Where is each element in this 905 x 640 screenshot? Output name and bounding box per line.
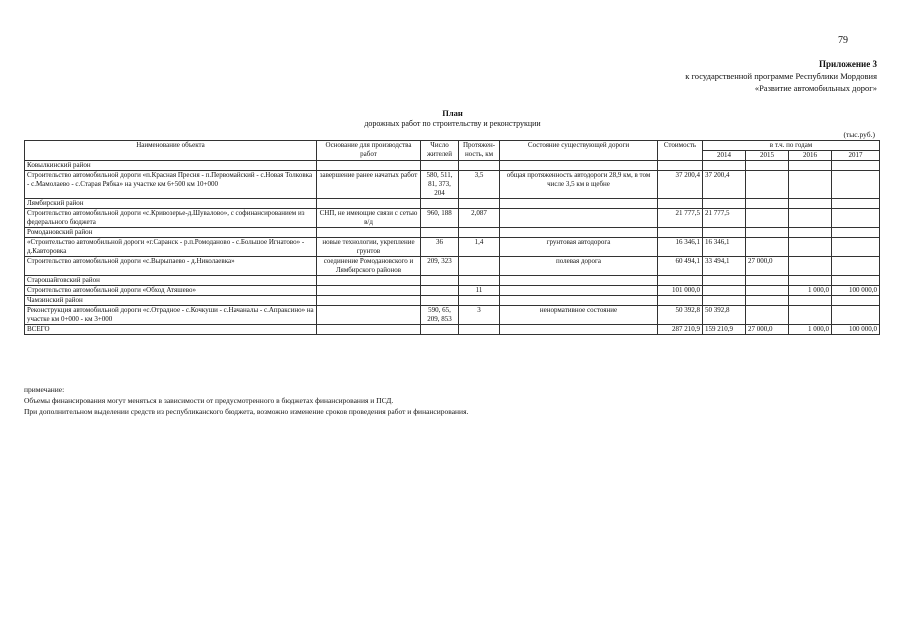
basis-cell — [317, 325, 421, 335]
basis-cell: новые технологии, укрепление грунтов — [317, 238, 421, 257]
road-state-cell — [500, 286, 658, 296]
notes-label: примечание: — [24, 385, 65, 394]
length-cell — [459, 257, 500, 276]
header-year-2015: 2015 — [746, 151, 789, 161]
residents-cell — [421, 325, 459, 335]
object-name-cell: Строительство автомобильной дороги «с.Кривозерье-д.Шувалово», с софинансированием из федерального бюджета — [25, 209, 317, 228]
year-2016-cell — [789, 171, 832, 199]
road-state-cell: грунтовая автодорога — [500, 238, 658, 257]
year-2016-cell — [789, 306, 832, 325]
year-2017-cell — [832, 257, 880, 276]
road-state-cell: ненормативное состояние — [500, 306, 658, 325]
empty-cell — [421, 199, 459, 209]
empty-cell — [421, 276, 459, 286]
table-row — [25, 238, 880, 257]
year-2016-cell — [789, 257, 832, 276]
year-2014-cell — [703, 286, 746, 296]
empty-cell — [703, 296, 746, 306]
road-state-cell: общая протяженность автодороги 28,9 км, в том числе 3,5 км в щебне — [500, 171, 658, 199]
table-row — [25, 209, 880, 228]
units-label: (тыс.руб.) — [843, 130, 875, 139]
notes-line-1: Объемы финансирования могут меняться в зависимости от предусмотренного в бюджетах финансирования и ПСД. — [24, 396, 394, 405]
empty-cell — [746, 276, 789, 286]
empty-cell — [459, 199, 500, 209]
region-row — [25, 161, 880, 171]
empty-cell — [500, 199, 658, 209]
year-2014-cell: 16 346,1 — [703, 238, 746, 257]
year-2017-cell — [832, 238, 880, 257]
residents-cell — [421, 286, 459, 296]
empty-cell — [500, 161, 658, 171]
cost-cell: 50 392,8 — [658, 306, 703, 325]
year-2015-cell — [746, 306, 789, 325]
empty-cell — [789, 199, 832, 209]
region-name: Чамзинский район — [25, 296, 317, 306]
notes-line-2: При дополнительном выделении средств из республиканского бюджета, возможно изменение сроков проведения работ и финансирования. — [24, 407, 469, 416]
region-name: Лямбирский район — [25, 199, 317, 209]
region-row — [25, 296, 880, 306]
table-row — [25, 257, 880, 276]
table-row — [25, 171, 880, 199]
table-body — [25, 161, 880, 335]
year-2015-cell — [746, 171, 789, 199]
year-2015-cell: 27 000,0 — [746, 257, 789, 276]
empty-cell — [746, 161, 789, 171]
empty-cell — [421, 296, 459, 306]
empty-cell — [703, 199, 746, 209]
empty-cell — [459, 161, 500, 171]
empty-cell — [658, 161, 703, 171]
basis-cell: завершение ранее начатых работ — [317, 171, 421, 199]
header-state: Состояние существующей дороги — [500, 141, 658, 161]
object-name-cell: Строительство автомобильной дороги «Обход Атяшево» — [25, 286, 317, 296]
year-2015-cell — [746, 286, 789, 296]
empty-cell — [832, 161, 880, 171]
residents-cell: 960, 188 — [421, 209, 459, 228]
header-by-years: в т.ч. по годам — [703, 141, 880, 151]
empty-cell — [658, 276, 703, 286]
road-works-table — [24, 140, 880, 335]
empty-cell — [317, 199, 421, 209]
year-2016-cell — [789, 209, 832, 228]
cost-cell: 60 494,1 — [658, 257, 703, 276]
year-2017-cell — [832, 306, 880, 325]
region-name: Старошайговский район — [25, 276, 317, 286]
table-row — [25, 306, 880, 325]
residents-cell: 36 — [421, 238, 459, 257]
cost-cell: 21 777,5 — [658, 209, 703, 228]
header-year-2016: 2016 — [789, 151, 832, 161]
year-2015-cell — [746, 238, 789, 257]
length-cell — [459, 325, 500, 335]
empty-cell — [789, 161, 832, 171]
empty-cell — [658, 199, 703, 209]
region-row — [25, 276, 880, 286]
empty-cell — [832, 228, 880, 238]
year-2016-cell: 1 000,0 — [789, 325, 832, 335]
empty-cell — [421, 228, 459, 238]
empty-cell — [658, 228, 703, 238]
empty-cell — [317, 228, 421, 238]
total-row — [25, 325, 880, 335]
header-basis: Основание для производства работ — [317, 141, 421, 161]
road-state-cell — [500, 209, 658, 228]
appendix-line-2: «Развитие автомобильных дорог» — [754, 83, 877, 93]
empty-cell — [746, 228, 789, 238]
region-name: Ромодановский район — [25, 228, 317, 238]
object-name-cell: Реконструкция автомобильной дороги «с.Отрадное - с.Кочкуши - с.Начаналы - с.Апраксино» на участке км 0+000 - км 3+000 — [25, 306, 317, 325]
empty-cell — [317, 161, 421, 171]
header-residents: Число жителей — [421, 141, 459, 161]
empty-cell — [500, 276, 658, 286]
year-2014-cell: 37 200,4 — [703, 171, 746, 199]
year-2016-cell: 1 000,0 — [789, 286, 832, 296]
cost-cell: 37 200,4 — [658, 171, 703, 199]
object-name-cell: «Строительство автомобильной дороги «г.Саранск - р.п.Ромоданово - с.Большое Игнатово» - д.Кавторовка — [25, 238, 317, 257]
cost-cell: 101 000,0 — [658, 286, 703, 296]
basis-cell — [317, 286, 421, 296]
year-2014-cell: 159 210,9 — [703, 325, 746, 335]
residents-cell: 590, 65, 209, 853 — [421, 306, 459, 325]
length-cell: 2,087 — [459, 209, 500, 228]
region-row — [25, 199, 880, 209]
empty-cell — [317, 276, 421, 286]
year-2017-cell: 100 000,0 — [832, 325, 880, 335]
length-cell: 1,4 — [459, 238, 500, 257]
plan-subtitle: дорожных работ по строительству и реконструкции — [364, 119, 541, 128]
year-2017-cell — [832, 209, 880, 228]
table-row — [25, 286, 880, 296]
year-2017-cell — [832, 171, 880, 199]
empty-cell — [832, 199, 880, 209]
empty-cell — [832, 296, 880, 306]
empty-cell — [789, 276, 832, 286]
appendix-title: Приложение 3 — [818, 59, 877, 69]
empty-cell — [703, 228, 746, 238]
header-year-2014: 2014 — [703, 151, 746, 161]
header-year-2017: 2017 — [832, 151, 880, 161]
empty-cell — [746, 296, 789, 306]
notes — [24, 384, 468, 417]
empty-cell — [789, 228, 832, 238]
empty-cell — [459, 276, 500, 286]
region-name: Ковылкинский район — [25, 161, 317, 171]
year-2017-cell: 100 000,0 — [832, 286, 880, 296]
header-name: Наименование объекта — [25, 141, 317, 161]
empty-cell — [459, 296, 500, 306]
empty-cell — [421, 161, 459, 171]
empty-cell — [832, 276, 880, 286]
empty-cell — [658, 296, 703, 306]
empty-cell — [500, 228, 658, 238]
residents-cell: 580, 511, 81, 373, 204 — [421, 171, 459, 199]
region-row — [25, 228, 880, 238]
year-2016-cell — [789, 238, 832, 257]
length-cell: 3 — [459, 306, 500, 325]
object-name-cell: ВСЕГО — [25, 325, 317, 335]
year-2014-cell: 21 777,5 — [703, 209, 746, 228]
empty-cell — [703, 276, 746, 286]
header-cost: Стоимость — [658, 141, 703, 161]
length-cell: 3,5 — [459, 171, 500, 199]
residents-cell: 209, 323 — [421, 257, 459, 276]
empty-cell — [703, 161, 746, 171]
empty-cell — [459, 228, 500, 238]
empty-cell — [317, 296, 421, 306]
page-number: 79 — [838, 35, 848, 46]
length-cell: 11 — [459, 286, 500, 296]
basis-cell: СНП, не имеющие связи с сетью в/д — [317, 209, 421, 228]
year-2014-cell: 33 494,1 — [703, 257, 746, 276]
year-2015-cell — [746, 209, 789, 228]
empty-cell — [500, 296, 658, 306]
plan-title: План — [442, 108, 463, 118]
year-2015-cell: 27 000,0 — [746, 325, 789, 335]
basis-cell: соединение Ромодановского и Лямбирского районов — [317, 257, 421, 276]
empty-cell — [789, 296, 832, 306]
basis-cell — [317, 306, 421, 325]
header-length: Протяжен-ность, км — [459, 141, 500, 161]
cost-cell: 16 346,1 — [658, 238, 703, 257]
cost-cell: 287 210,9 — [658, 325, 703, 335]
road-state-cell: полевая дорога — [500, 257, 658, 276]
object-name-cell: Строительство автомобильной дороги «п.Красная Пресня - п.Первомайский - с.Новая Толковка - с.Мамолаево - с.Старая Рябка» на участке км 6+500 км 10+000 — [25, 171, 317, 199]
appendix-line-1: к государственной программе Республики Мордовия — [685, 71, 877, 81]
road-state-cell — [500, 325, 658, 335]
object-name-cell: Строительство автомобильной дороги «с.Вырыпаево - д.Николаевка» — [25, 257, 317, 276]
empty-cell — [746, 199, 789, 209]
appendix-header — [685, 58, 877, 94]
year-2014-cell: 50 392,8 — [703, 306, 746, 325]
